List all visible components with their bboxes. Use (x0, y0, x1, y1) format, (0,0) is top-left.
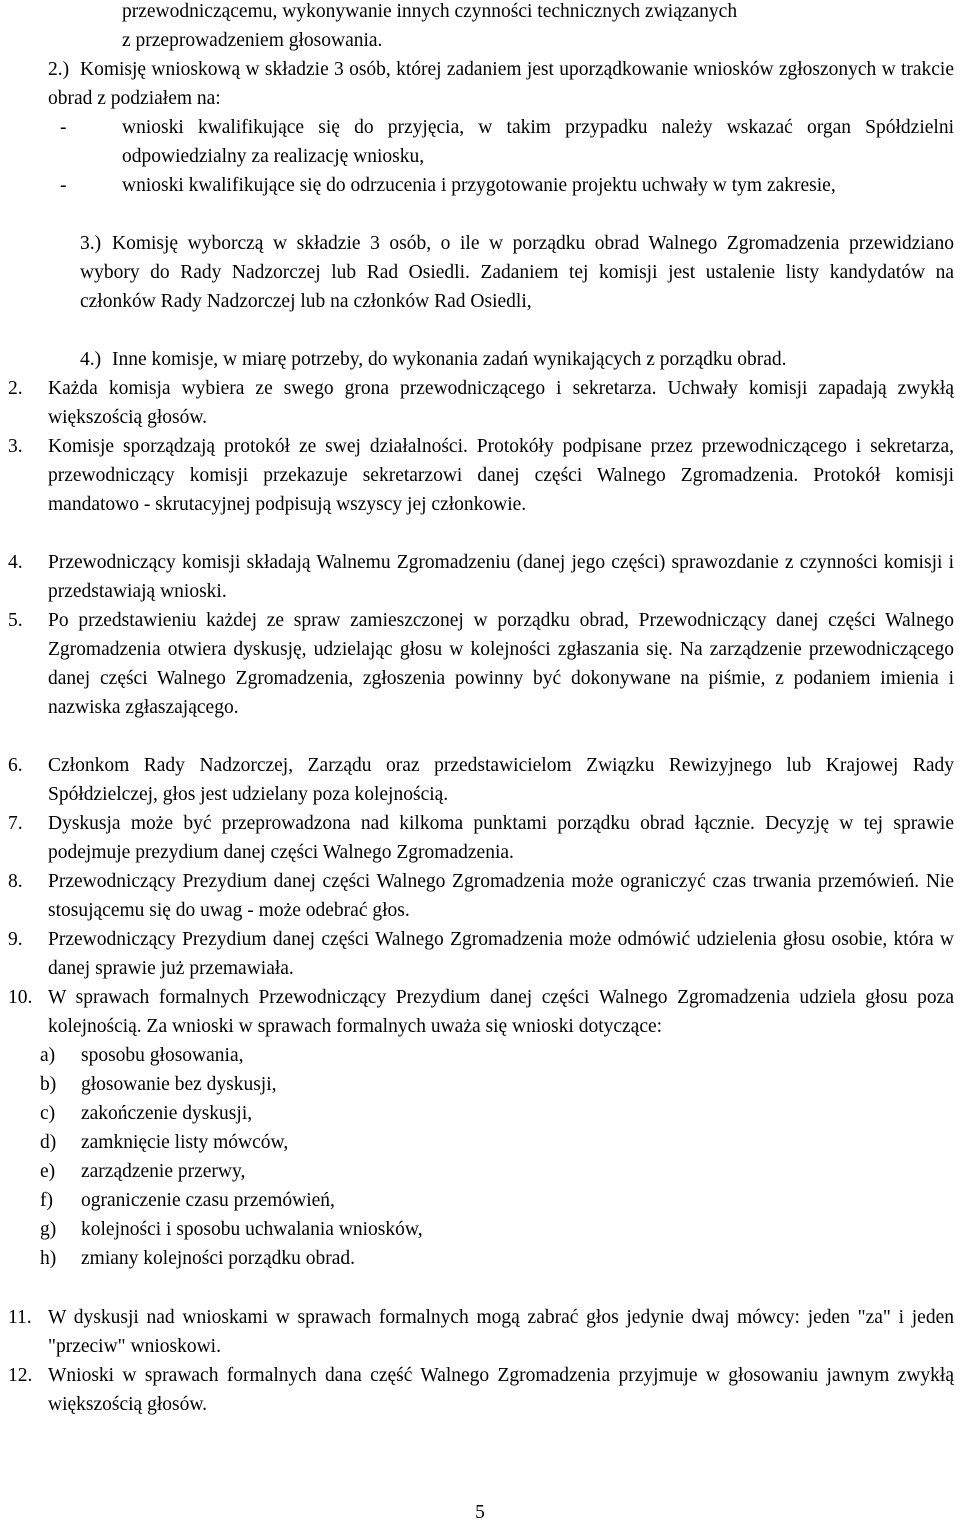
letter-item (0, 1157, 960, 1186)
dash-item (0, 171, 960, 229)
item-text: Przewodniczący komisji składają Walnemu Zgromadzeniu (danej jego części) sprawozdanie z czynności komisji i przedstawiają wnioski. (48, 552, 954, 602)
letter-item (0, 1244, 960, 1273)
item-number: 7. (8, 813, 23, 834)
item-text: Każda komisja wybiera ze swego grona przewodniczącego i sekretarza. Uchwały komisji zapadają zwykłą większością głosów. (48, 378, 954, 428)
item-number: 9. (8, 929, 23, 950)
letter-list (0, 1041, 960, 1273)
letter-item (0, 1128, 960, 1157)
dash-bullet: - (60, 175, 67, 196)
item-number: 10. (8, 987, 33, 1008)
sub-item-text: Komisję wnioskową w składzie 3 osób, której zadaniem jest uporządkowanie wniosków zgłoszonych w trakcie obrad z podziałem na: (48, 59, 954, 109)
item-number: 8. (8, 871, 23, 892)
letter-label: c) (40, 1103, 56, 1124)
intro-line: przewodniczącemu, wykonywanie innych czynności technicznych związanych (122, 1, 738, 22)
letter-item (0, 1070, 960, 1099)
list-item (0, 1361, 960, 1419)
letter-label: g) (40, 1219, 57, 1240)
item-number: 2. (8, 378, 23, 399)
item-text: W dyskusji nad wnioskami w sprawach formalnych mogą zabrać głos jedynie dwaj mówcy: jeden "za" i jeden "przeciw" wnioskowi. (48, 1307, 954, 1357)
dash-item-text: wnioski kwalifikujące się do przyjęcia, w takim przypadku należy wskazać organ Spółdzielni odpowiedzialny za realizację wniosku, (122, 117, 954, 167)
dash-bullet: - (60, 117, 67, 138)
item-number: 6. (8, 755, 23, 776)
letter-text: ograniczenie czasu przemówień, (81, 1190, 335, 1211)
page-number: 5 (475, 1502, 485, 1523)
letter-item (0, 1099, 960, 1128)
letter-text: zakończenie dyskusji, (81, 1103, 253, 1124)
sub-item-text: Inne komisje, w miarę potrzeby, do wykonania zadań wynikających z porządku obrad. (112, 349, 787, 370)
list-item (0, 432, 960, 519)
letter-label: h) (40, 1248, 57, 1269)
list-item (0, 548, 960, 606)
list-item (0, 983, 960, 1273)
item-text: Dyskusja może być przeprowadzona nad kilkoma punktami porządku obrad łącznie. Decyzję w tej sprawie podejmuje prezydium danej części Walnego Zgromadzenia. (48, 813, 954, 863)
sub-item-number: 2.) (48, 59, 70, 80)
letter-label: b) (40, 1074, 57, 1095)
letter-text: zarządzenie przerwy, (81, 1161, 246, 1182)
letter-text: sposobu głosowania, (81, 1045, 244, 1066)
letter-label: a) (40, 1045, 56, 1066)
letter-item (0, 1186, 960, 1215)
dash-item (0, 113, 960, 171)
letter-label: e) (40, 1161, 56, 1182)
sub-item (0, 55, 960, 229)
sub-item-number: 3.) (80, 233, 102, 254)
letter-text: zmiany kolejności porządku obrad. (81, 1248, 355, 1269)
sub-item-number: 4.) (80, 349, 102, 370)
list-item (0, 1303, 960, 1361)
letter-item (0, 1215, 960, 1244)
list-item (0, 374, 960, 432)
list-item (0, 751, 960, 809)
list-item (0, 925, 960, 983)
sub-item (0, 345, 960, 374)
item-text: Członkom Rady Nadzorczej, Zarządu oraz przedstawicielom Związku Rewizyjnego lub Krajowej Rady Spółdzielczej, głos jest udzielany poza kolejnością. (48, 755, 954, 805)
list-item (0, 867, 960, 925)
letter-item (0, 1041, 960, 1070)
intro-line: z przeprowadzeniem głosowania. (122, 30, 383, 51)
sub-item (0, 229, 960, 316)
item-number: 5. (8, 610, 23, 631)
item-text: W sprawach formalnych Przewodniczący Prezydium danej części Walnego Zgromadzenia udziela głosu poza kolejnością. Za wnioski w sprawach formalnych uważa się wnioski dotyczące: (48, 987, 954, 1037)
item-number: 12. (8, 1365, 33, 1386)
letter-text: głosowanie bez dyskusji, (81, 1074, 277, 1095)
item-number: 3. (8, 436, 23, 457)
item-number: 11. (8, 1307, 32, 1328)
dash-item-text: wnioski kwalifikujące się do odrzucenia i przygotowanie projektu uchwały w tym zakresie, (122, 175, 836, 196)
item-number: 4. (8, 552, 23, 573)
letter-text: zamknięcie listy mówców, (81, 1132, 289, 1153)
letter-label: d) (40, 1132, 57, 1153)
item-text: Wnioski w sprawach formalnych dana część Walnego Zgromadzenia przyjmuje w głosowaniu jawnym zwykłą większością głosów. (48, 1365, 954, 1415)
item-text: Przewodniczący Prezydium danej części Walnego Zgromadzenia może ograniczyć czas trwania przemówień. Nie stosującemu się do uwag - może odebrać głos. (48, 871, 954, 921)
letter-label: f) (40, 1190, 53, 1211)
intro-paragraph (0, 0, 960, 55)
item-text: Przewodniczący Prezydium danej części Walnego Zgromadzenia może odmówić udzielenia głosu osobie, która w danej sprawie już przemawiała. (48, 929, 954, 979)
list-item (0, 606, 960, 722)
list-item (0, 809, 960, 867)
item-text: Komisje sporządzają protokół ze swej działalności. Protokóły podpisane przez przewodniczącego i sekretarza, przewodniczący komisji przekazuje sekretarzowi danej części Walnego Zgromadzenia. Protokół komisji mandatowo - skrutacyjnej podpisują wszyscy jej członkowie. (48, 436, 954, 515)
item-text: Po przedstawieniu każdej ze spraw zamieszczonej w porządku obrad, Przewodniczący danej części Walnego Zgromadzenia otwiera dyskusję, udzielając głosu w kolejności zgłaszania się. Na zarządzenie przewodniczącego danej części Walnego Zgromadzenia, zgłoszenia powinny być dokonywane na piśmie, z podaniem imienia i nazwiska zgłaszającego. (48, 610, 954, 718)
sub-item-text: Komisję wyborczą w składzie 3 osób, o ile w porządku obrad Walnego Zgromadzenia przewidziano wybory do Rady Nadzorczej lub Rad Osiedli. Zadaniem tej komisji jest ustalenie listy kandydatów na członków Rady Nadzorczej lub na członków Rad Osiedli, (80, 233, 954, 312)
letter-text: kolejności i sposobu uchwalania wniosków, (81, 1219, 423, 1240)
